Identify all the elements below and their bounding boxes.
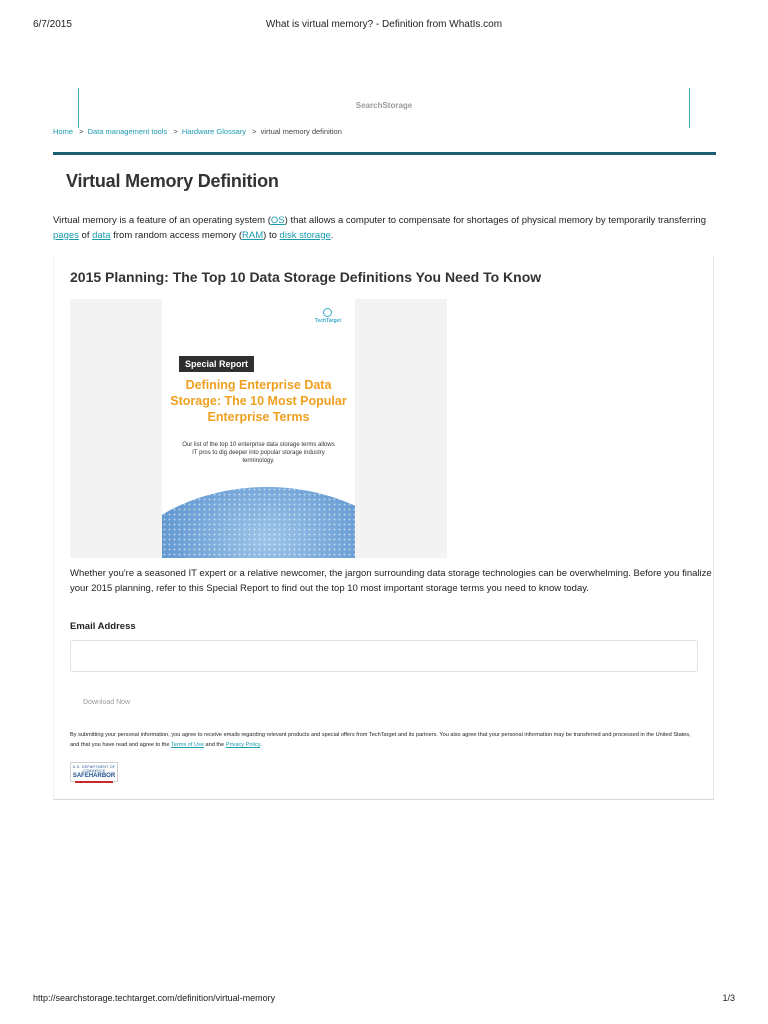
report-cover — [162, 299, 355, 558]
page-title: Virtual Memory Definition — [66, 171, 279, 191]
definition-text: Virtual memory is a feature of an operating system (OS) that allows a computer to compensate for shortages of physical memory by temporarily transferring pages of data from random access memory (RAM) to disk storage. — [53, 215, 706, 241]
breadcrumb-data-management-tools[interactable]: Data management tools — [87, 127, 168, 136]
breadcrumb-home[interactable]: Home — [53, 127, 74, 136]
header-divider-bar — [53, 152, 716, 155]
report-heading: Defining Enterprise Data Storage: The 10 Most Popular Enterprise Terms — [170, 378, 347, 424]
print-url: http://searchstorage.techtarget.com/definition/virtual-memory — [33, 993, 276, 1003]
privacy-disclaimer: By submitting your personal information, you agree to receive emails regarding relevant products and special offers from TechTarget and its partners. You also agree that your personal information may be transferred and processed in the United States, and that you have read and agree to the Terms of Use and the Privacy Policy. — [70, 732, 691, 748]
link-ram[interactable]: RAM — [242, 229, 264, 241]
print-title: What is virtual memory? - Definition from WhatIs.com — [265, 19, 503, 30]
techtarget-logo: TechTarget — [315, 308, 341, 324]
safe-harbor-text: SAFEHARBOR — [72, 773, 116, 779]
email-label: Email Address — [70, 621, 136, 632]
promo-report-image — [70, 299, 447, 558]
safe-harbor-top-text: U.S. DEPARTMENT OF COMMERCE — [72, 765, 116, 773]
special-report-badge: Special Report — [179, 356, 254, 372]
site-logo[interactable]: SearchStorage — [355, 101, 413, 110]
breadcrumb-hardware-glossary[interactable]: Hardware Glossary — [181, 127, 246, 136]
breadcrumb-current: virtual memory definition — [260, 127, 342, 136]
safe-harbor-stripe — [75, 781, 113, 783]
breadcrumb-separator: > — [252, 127, 257, 136]
promo-description: Whether you're a seasoned IT expert or a relative newcomer, the jargon surrounding data storage technologies can be overwhelming. Before you finalize your 2015 planning, refer to this Special Report to find out the top 10 most important storage terms you need to know today. — [70, 568, 712, 594]
safe-harbor-badge[interactable] — [70, 762, 118, 782]
email-input[interactable] — [70, 640, 698, 672]
download-now-button[interactable]: Download Now — [70, 693, 150, 711]
link-os[interactable]: OS — [270, 215, 285, 226]
terms-of-use-link[interactable]: Terms of Use — [170, 742, 204, 748]
print-date: 6/7/2015 — [33, 19, 72, 30]
link-pages[interactable]: pages — [53, 229, 79, 241]
dotted-globe-graphic — [162, 467, 355, 558]
link-disk-storage[interactable]: disk storage — [279, 229, 331, 241]
techtarget-logo-icon — [323, 308, 332, 317]
breadcrumb — [53, 127, 342, 136]
breadcrumb-separator: > — [173, 127, 178, 136]
report-description: Our list of the top 10 enterprise data storage terms allows IT pros to dig deeper into popular storage industry terminology. — [182, 442, 335, 464]
link-data[interactable]: data — [92, 229, 111, 241]
promo-title: 2015 Planning: The Top 10 Data Storage Definitions You Need To Know — [70, 269, 542, 285]
print-page-number: 1/3 — [722, 993, 735, 1003]
breadcrumb-separator: > — [79, 127, 84, 136]
privacy-policy-link[interactable]: Privacy Policy — [225, 742, 261, 748]
